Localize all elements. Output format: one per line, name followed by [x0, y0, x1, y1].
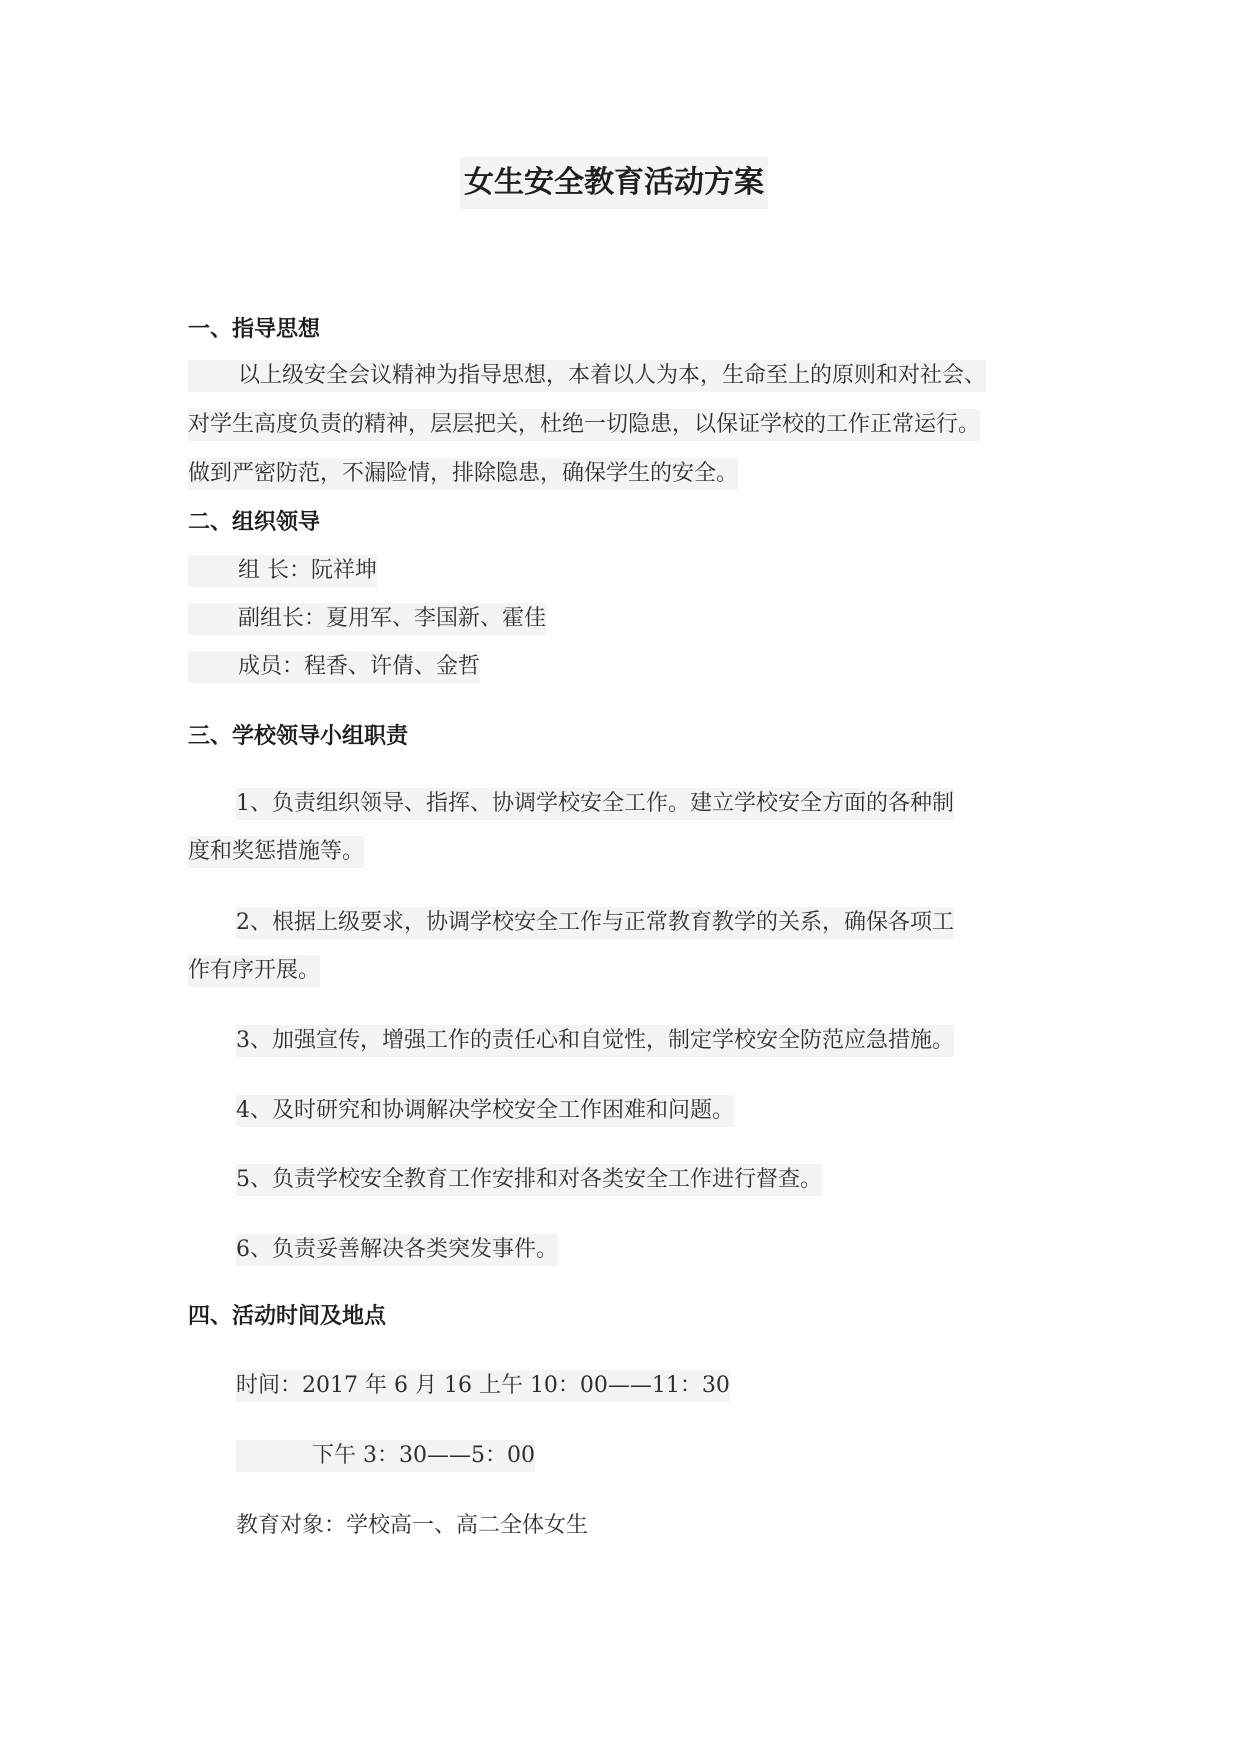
document-title: 女生安全教育活动方案: [460, 157, 768, 209]
indent-shade: [188, 360, 238, 392]
section-heading-duties: 三、学校领导小组职责: [188, 724, 409, 749]
section-heading-guiding-thought: 一、指导思想: [188, 317, 321, 342]
duty-item: 2、根据上级要求，协调学校安全工作与正常教育教学的关系，确保各项工: [236, 907, 954, 939]
indent-shade: [188, 651, 238, 683]
paragraph-line: 做到严密防范，不漏险情，排除隐患，确保学生的安全。: [188, 458, 738, 490]
deputy-leader-line: 副组长：夏用军、李国新、霍佳: [238, 603, 546, 635]
paragraph-line: 对学生高度负责的精神，层层把关，杜绝一切隐患，以保证学校的工作正常运行。: [188, 409, 980, 441]
time-afternoon: 下午 3：30——5：00: [312, 1440, 535, 1472]
time-morning: 时间：2017 年 6 月 16 上午 10：00——11：30: [236, 1370, 730, 1402]
section-heading-time-place: 四、活动时间及地点: [188, 1304, 387, 1329]
duty-item: 6、负责妥善解决各类突发事件。: [236, 1234, 558, 1266]
paragraph-line: 以上级安全会议精神为指导思想，本着以人为本，生命至上的原则和对社会、: [238, 360, 986, 392]
duty-item-continued: 度和奖惩措施等。: [188, 836, 364, 868]
leader-line: 组 长：阮祥坤: [238, 555, 377, 587]
education-target: 教育对象：学校高一、高二全体女生: [236, 1513, 589, 1538]
duty-item: 5、负责学校安全教育工作安排和对各类安全工作进行督查。: [236, 1164, 822, 1196]
indent-shade: [188, 603, 238, 635]
section-heading-organization: 二、组织领导: [188, 510, 321, 535]
indent-shade: [188, 555, 238, 587]
duty-item: 1、负责组织领导、指挥、协调学校安全工作。建立学校安全方面的各种制: [236, 788, 954, 820]
members-line: 成员：程香、许倩、金哲: [238, 651, 480, 683]
duty-item: 3、加强宣传，增强工作的责任心和自觉性，制定学校安全防范应急措施。: [236, 1025, 954, 1057]
indent-shade: [236, 1440, 312, 1472]
duty-item: 4、及时研究和协调解决学校安全工作困难和问题。: [236, 1095, 734, 1127]
duty-item-continued: 作有序开展。: [188, 955, 320, 987]
